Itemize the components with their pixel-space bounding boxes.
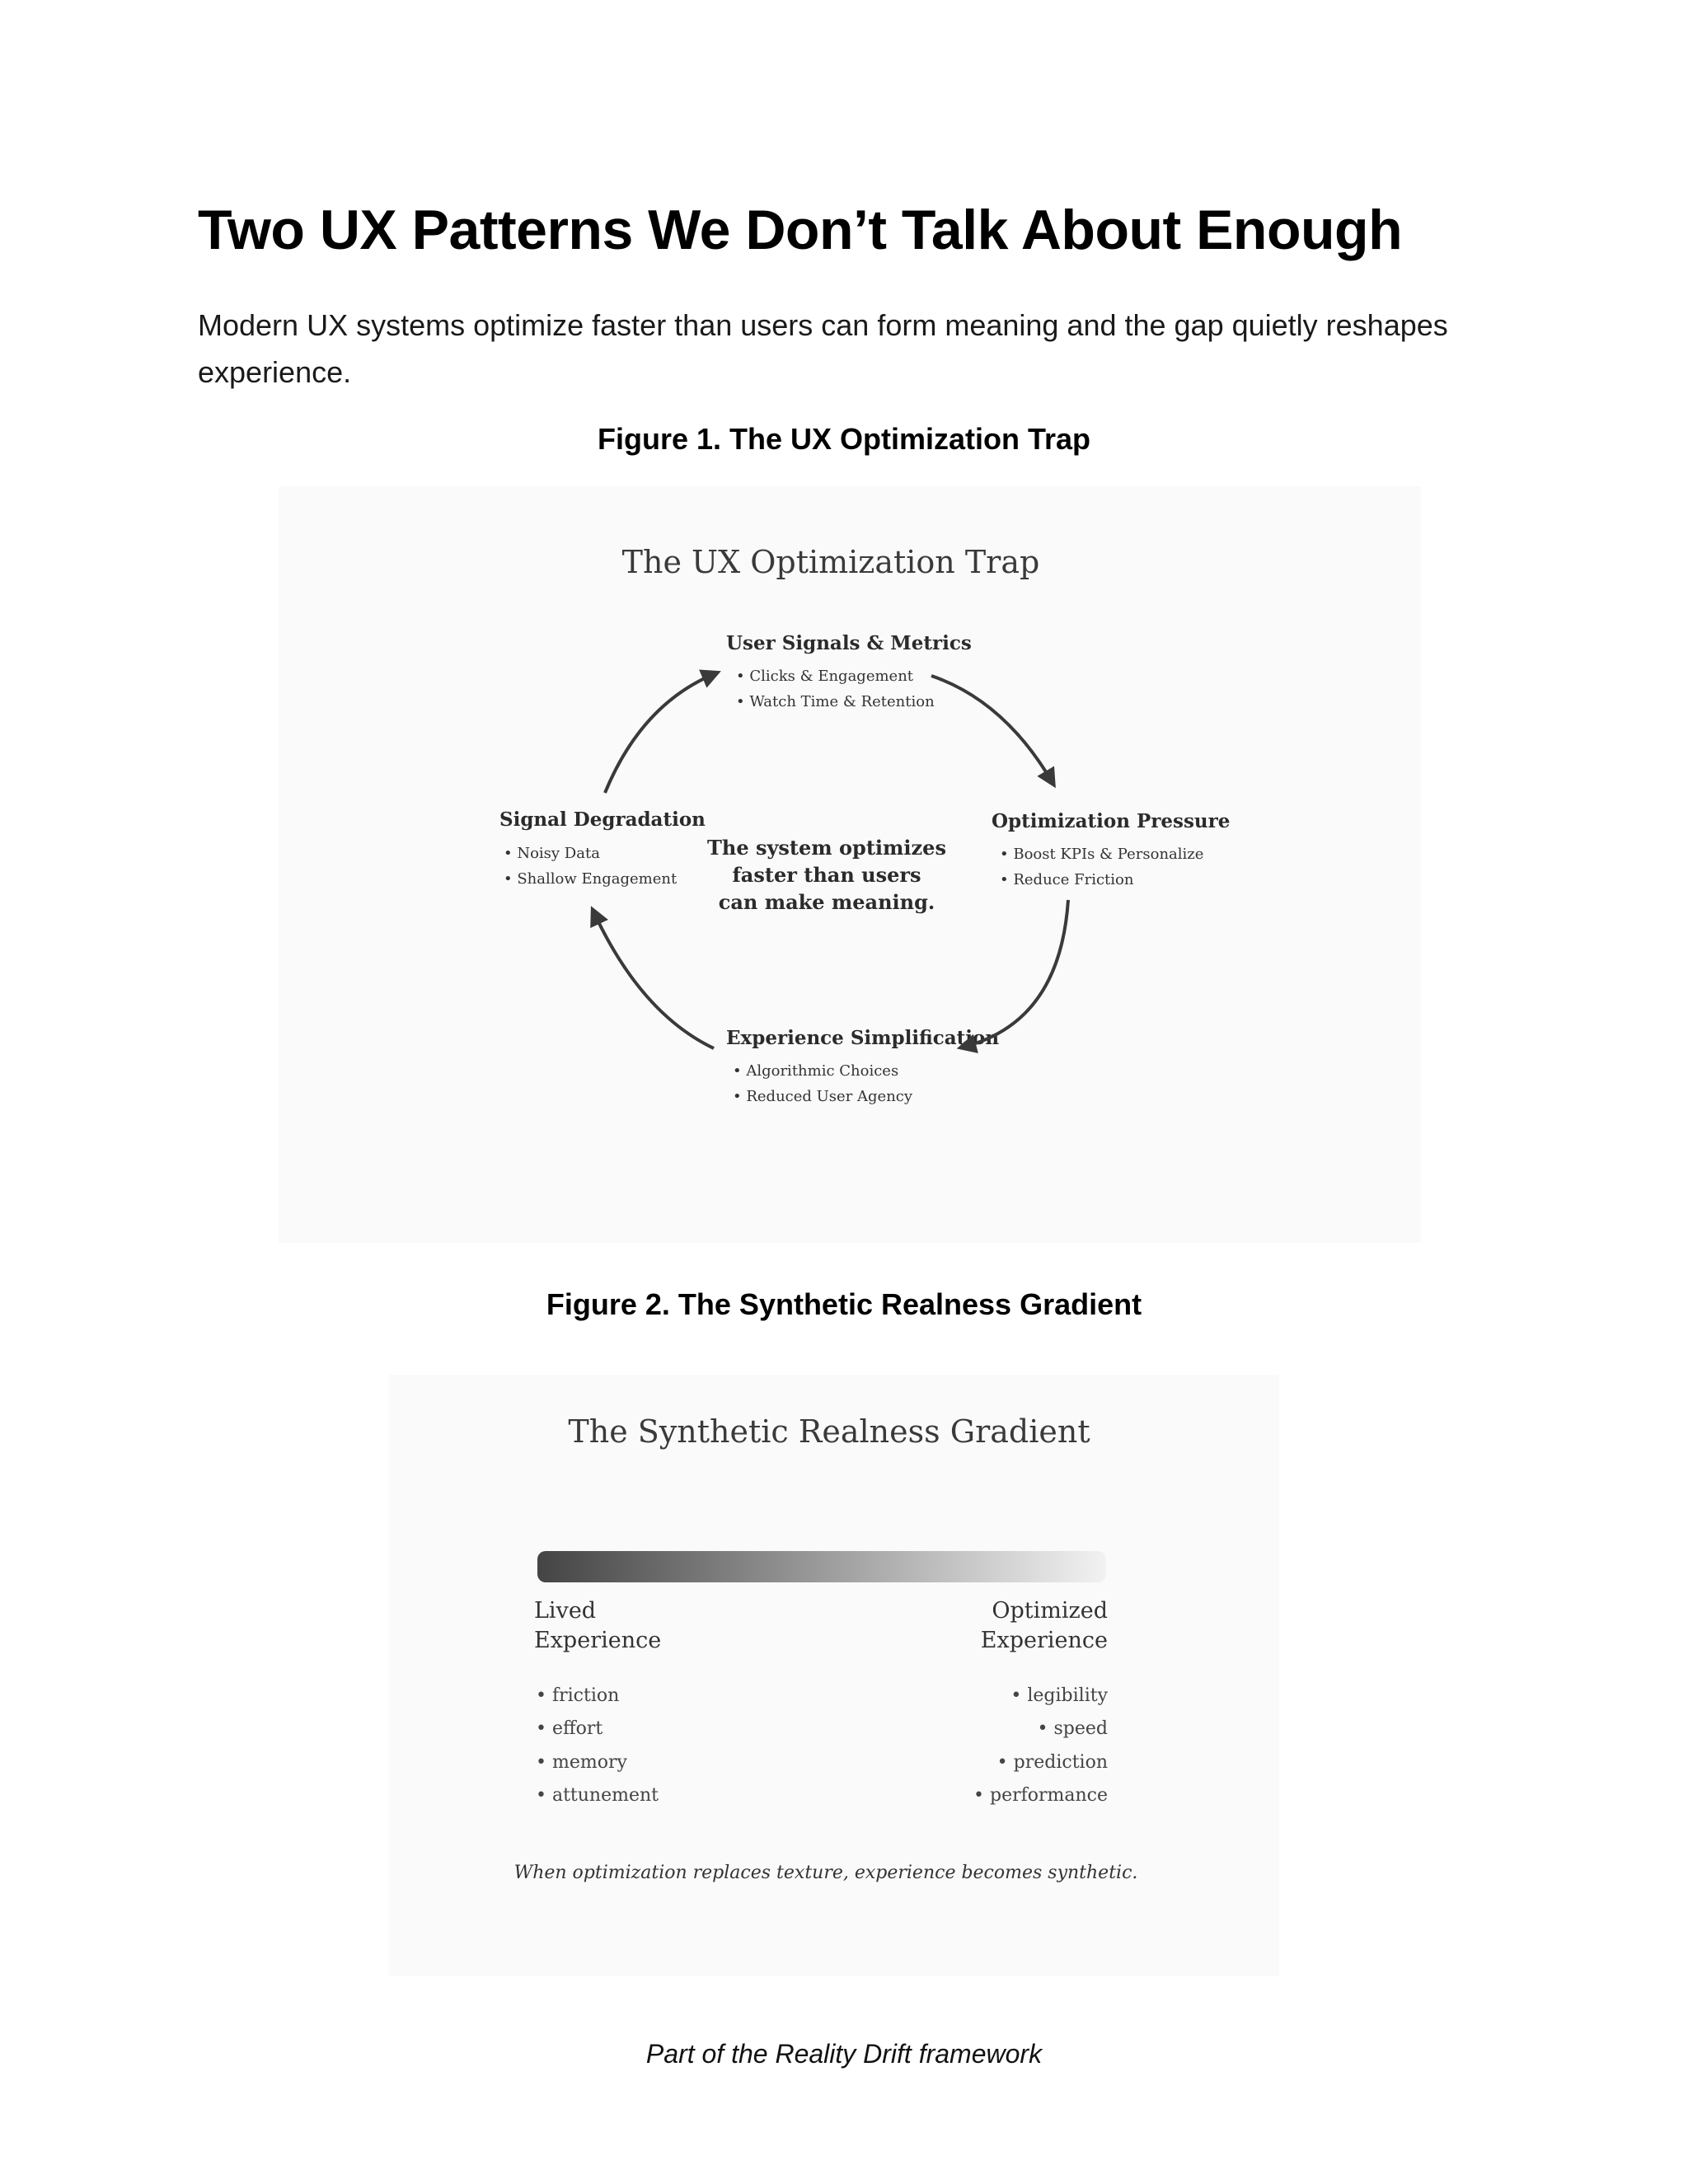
optimized-experience-column xyxy=(973,1598,1109,1806)
node-optimization-pressure xyxy=(992,810,1230,888)
optimization-trap-svg xyxy=(279,486,1421,1243)
figure-1-caption: Figure 1. The UX Optimization Trap xyxy=(597,422,1091,456)
arrow-bottom-to-left xyxy=(594,913,714,1048)
node-bullet: • Watch Time & Retention xyxy=(736,693,935,710)
node-heading: User Signals & Metrics xyxy=(726,632,972,654)
center-line: faster than users xyxy=(732,863,921,887)
optimized-label-line: Optimized xyxy=(992,1598,1108,1624)
figure-2-caption: Figure 2. The Synthetic Realness Gradient xyxy=(546,1287,1142,1321)
gradient-quote: When optimization replaces texture, experience becomes synthetic. xyxy=(513,1863,1138,1883)
optimized-item: • prediction xyxy=(996,1752,1108,1773)
article-title: Two UX Patterns We Don’t Talk About Enough xyxy=(198,199,1403,261)
arrow-left-to-top xyxy=(605,674,714,793)
lived-experience-column xyxy=(534,1598,661,1806)
node-bullet: • Algorithmic Choices xyxy=(733,1062,899,1080)
lived-item: • attunement xyxy=(536,1785,659,1806)
node-heading: Signal Degradation xyxy=(499,808,706,831)
optimized-item: • performance xyxy=(973,1785,1108,1806)
center-line: can make meaning. xyxy=(718,890,935,914)
node-bullet: • Noisy Data xyxy=(504,845,600,862)
optimized-label-line: Experience xyxy=(980,1628,1108,1653)
node-bullet: • Shallow Engagement xyxy=(504,870,678,888)
figure-1-diagram xyxy=(279,486,1421,1243)
node-experience-simplification xyxy=(726,1027,999,1105)
node-heading: Optimization Pressure xyxy=(992,810,1231,832)
realness-gradient-bar xyxy=(537,1551,1106,1582)
lived-item: • effort xyxy=(536,1718,603,1739)
diagram-title: The Synthetic Realness Gradient xyxy=(568,1413,1090,1450)
figure-2-diagram xyxy=(389,1375,1279,1976)
node-bullet: • Reduced User Agency xyxy=(733,1088,913,1105)
arrow-top-to-right xyxy=(931,676,1052,781)
lived-item: • friction xyxy=(536,1685,620,1706)
optimized-item: • speed xyxy=(1037,1718,1108,1739)
node-user-signals xyxy=(726,632,972,710)
optimized-item: • legibility xyxy=(1010,1685,1108,1706)
node-heading: Experience Simplification xyxy=(726,1027,1000,1049)
lived-label-line: Lived xyxy=(534,1598,597,1624)
center-line: The system optimizes xyxy=(707,836,946,860)
arrow-right-to-bottom xyxy=(964,900,1068,1047)
lived-label-line: Experience xyxy=(534,1628,662,1653)
center-statement xyxy=(707,836,946,914)
framework-footer: Part of the Reality Drift framework xyxy=(645,2039,1043,2069)
lived-item: • memory xyxy=(536,1752,627,1773)
node-bullet: • Clicks & Engagement xyxy=(736,668,914,685)
realness-gradient-svg xyxy=(389,1375,1279,1976)
article-intro: Modern UX systems optimize faster than users can form meaning and the gap quietly reshapes experience. xyxy=(198,308,1448,389)
diagram-title: The UX Optimization Trap xyxy=(621,544,1040,580)
node-bullet: • Boost KPIs & Personalize xyxy=(1000,846,1204,863)
node-signal-degradation xyxy=(499,808,706,888)
node-bullet: • Reduce Friction xyxy=(1000,871,1134,888)
